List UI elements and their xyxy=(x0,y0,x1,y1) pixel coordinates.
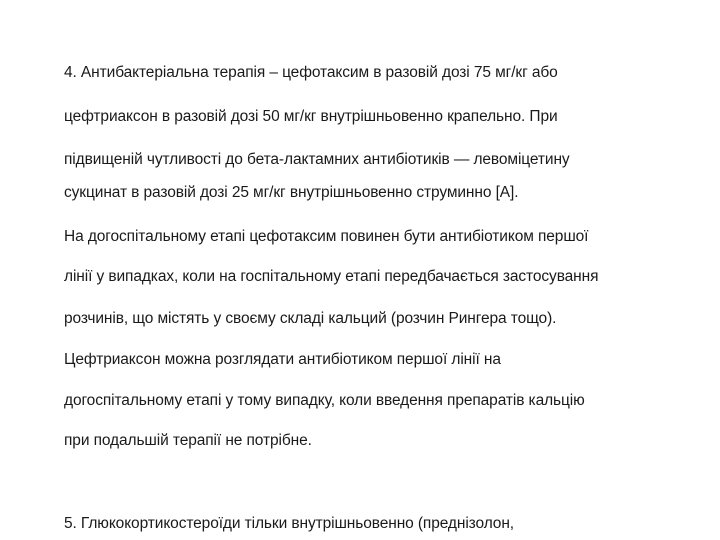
text-line-1: 4. Антибактеріальна терапія – цефотаксим в разовій дозі 75 мг/кг або xyxy=(64,64,558,81)
text-line-8: Цефтриаксон можна розглядати антибіотиком першої лінії на xyxy=(64,351,501,368)
text-line-5: На догоспітальному етапі цефотаксим повинен бути антибіотиком першої xyxy=(64,228,589,245)
text-line-2: цефтриаксон в разовій дозі 50 мг/кг внутрішньовенно крапельно. При xyxy=(64,108,558,125)
text-line-11: 5. Глюкокортикостероїди тільки внутрішньовенно (преднізолон, xyxy=(64,515,514,532)
text-line-7: розчинів, що містять у своєму складі кальций (розчин Рингера тощо). xyxy=(64,310,557,327)
text-line-9: догоспітальному етапі у тому випадку, коли введення препаратів кальцію xyxy=(64,392,585,409)
text-line-6: лінії у випадках, коли на госпітальному етапі передбачається застосування xyxy=(64,268,599,285)
text-line-10: при подальшій терапії не потрібне. xyxy=(64,432,312,449)
text-line-4: сукцинат в разовій дозі 25 мг/кг внутрішньовенно струминно [А]. xyxy=(64,184,519,201)
text-line-3: підвищеній чутливості до бета-лактамних антибіотиків — левоміцетину xyxy=(64,151,570,168)
